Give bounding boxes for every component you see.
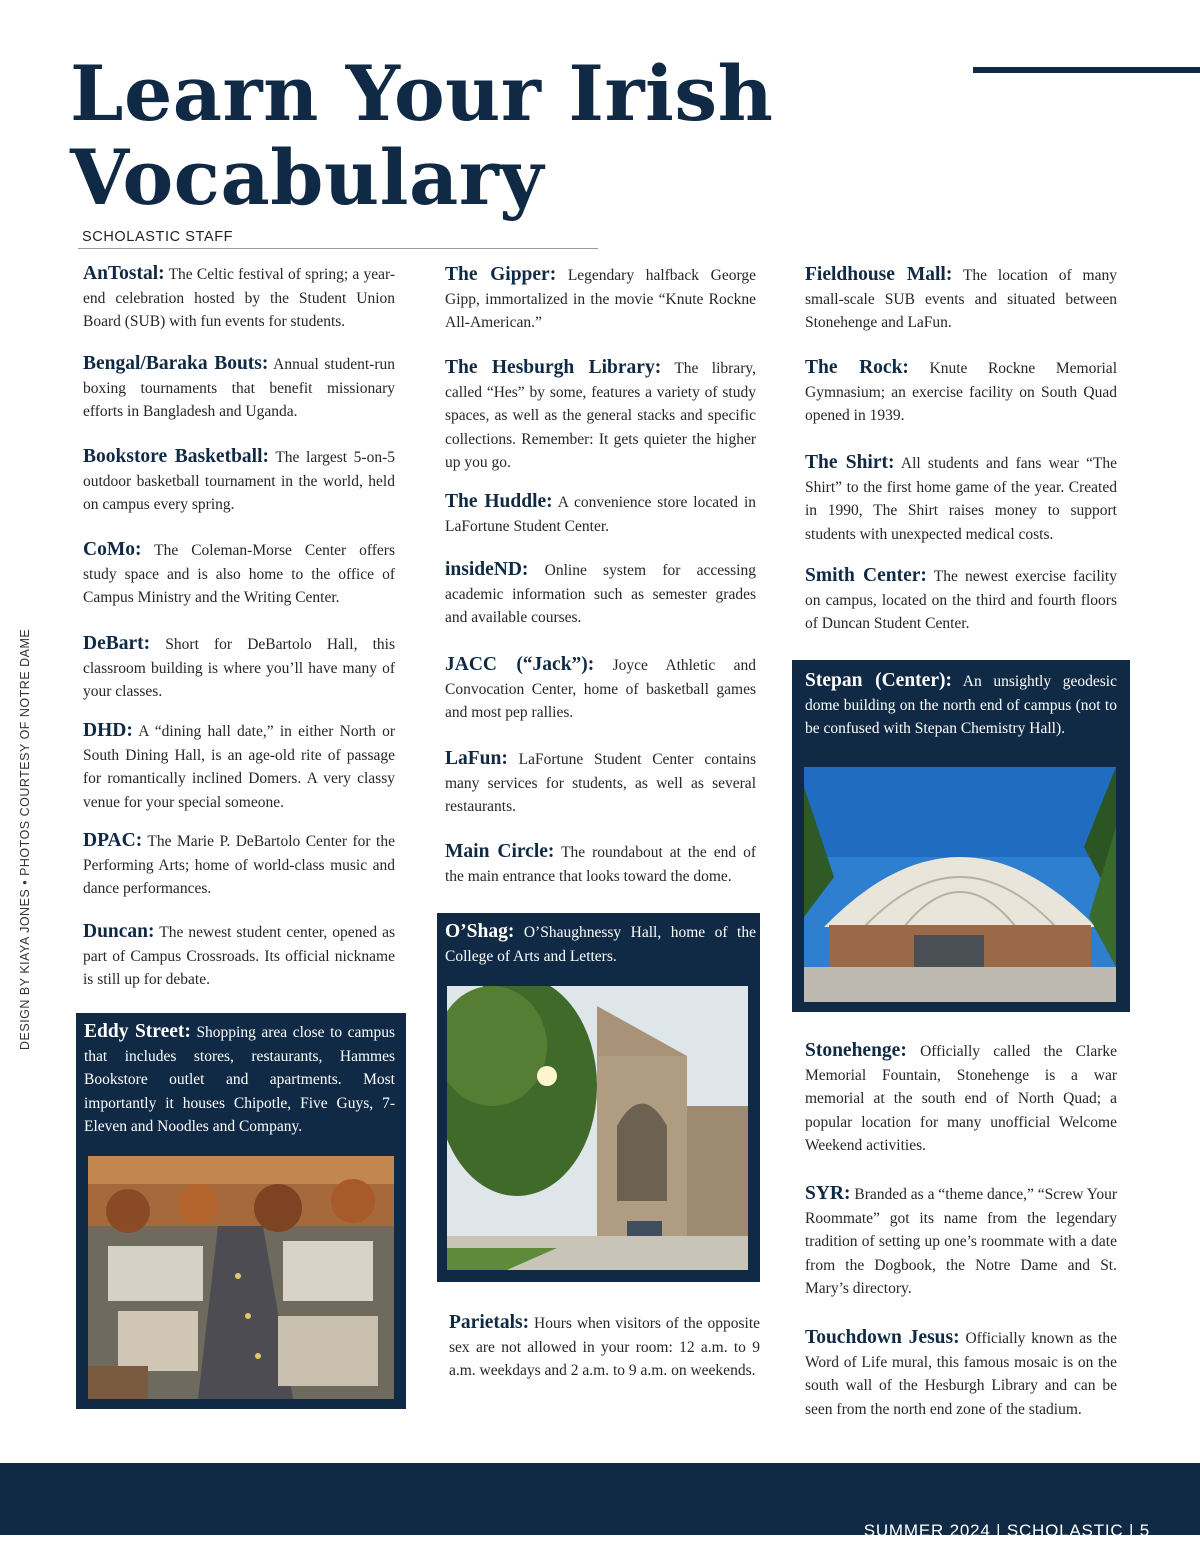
definition: Branded as a “theme dance,” “Screw Your Roommate” got its name from the legendary tradition of setting up one’s roommate with a date from the Dogbook, the Notre Dame and St. Mary’s directory. [805, 1186, 1117, 1297]
entry-stepan-center [805, 669, 1117, 741]
definition: Knute Rockne Memorial Gymnasium; an exercise facility on South Quad opened in 1939. [805, 360, 1117, 424]
term: Parietals: [449, 1312, 530, 1333]
term: Duncan: [83, 921, 155, 942]
definition: Officially known as the Word of Life mural, this famous mosaic is on the south wall of the Hesburgh Library and can be seen from the north end zone of the stadium. [805, 1330, 1117, 1418]
term: O’Shag: [445, 921, 515, 942]
term: The Huddle: [445, 491, 553, 512]
entry-jacc [445, 653, 756, 725]
entry-smith-center [805, 564, 1117, 636]
entry-hesburgh-library [445, 356, 756, 475]
definition: O’Shaughnessy Hall, home of the College of Arts and Letters. [445, 924, 756, 965]
definition: The roundabout at the end of the main entrance that looks toward the dome. [445, 844, 756, 885]
definition: The newest student center, opened as part of Campus Crossroads. Its official nickname is still up for debate. [83, 924, 395, 988]
term: DHD: [83, 720, 133, 741]
term: The Gipper: [445, 264, 557, 285]
header-rule [973, 67, 1200, 73]
definition: All students and fans wear “The Shirt” to the first home game of the year. Created in 1990, The Shirt raises money to support students with unexpected medical costs. [805, 455, 1117, 543]
entry-stonehenge [805, 1039, 1117, 1158]
term: insideND: [445, 559, 529, 580]
entry-lafun [445, 747, 756, 819]
entry-bengal-bouts [83, 352, 395, 424]
entry-eddy-street [84, 1020, 395, 1139]
term: Bookstore Basketball: [83, 446, 270, 467]
entry-the-huddle [445, 490, 756, 538]
term: DeBart: [83, 633, 151, 654]
term: The Hesburgh Library: [445, 357, 662, 378]
byline-divider [78, 248, 598, 249]
term: AnTostal: [83, 263, 165, 284]
definition: A convenience store located in LaFortune Student Center. [445, 494, 757, 535]
definition: Online system for accessing academic information such as semester grades and available courses. [445, 562, 756, 626]
entry-duncan [83, 920, 395, 992]
definition: The Marie P. DeBartolo Center for the Performing Arts; home of world-class music and dance performances. [83, 833, 395, 897]
term: Touchdown Jesus: [805, 1327, 960, 1348]
definition: Hours when visitors of the opposite sex are not allowed in your room: 12 a.m. to 9 a.m. weekdays and 2 a.m. to 9 a.m. on weekends. [449, 1315, 761, 1379]
entry-dhd [83, 719, 395, 814]
term: The Shirt: [805, 452, 895, 473]
entry-touchdown-jesus [805, 1326, 1117, 1421]
term: Eddy Street: [84, 1021, 191, 1042]
eddy-street-box [76, 1013, 406, 1409]
entry-como [83, 538, 395, 610]
definition: The largest 5-on-5 outdoor basketball tournament in the world, held on campus every spring. [83, 449, 395, 513]
title-line-2: Vocabulary [70, 133, 544, 222]
term: Fieldhouse Mall: [805, 264, 953, 285]
definition: Officially called the Clarke Memorial Fountain, Stonehenge is a war memorial at the south end of North Quad; a popular location for many unofficial Welcome Weekend activities. [805, 1043, 1117, 1154]
entry-main-circle [445, 840, 756, 888]
oshag-box [437, 913, 760, 1282]
oshaughnessy-hall-photo [447, 986, 748, 1270]
entry-the-gipper [445, 263, 756, 335]
definition: Legendary halfback George Gipp, immortalized in the movie “Knute Rockne All-American.” [445, 267, 756, 331]
byline: SCHOLASTIC STAFF [82, 229, 234, 245]
term: Bengal/Baraka Bouts: [83, 353, 269, 374]
definition: A “dining hall date,” in either North or South Dining Hall, is an age-old rite of passage for romantically inclined Domers. A very classy venue for your special someone. [83, 723, 395, 811]
footer-text: SUMMER 2024 | SCHOLASTIC | 5 [863, 1521, 1150, 1540]
term: JACC (“Jack”): [445, 654, 595, 675]
entry-antostal [83, 262, 395, 334]
stepan-center-box [792, 660, 1130, 1012]
entry-fieldhouse-mall [805, 263, 1117, 335]
side-credit: DESIGN BY KIAYA JONES • PHOTOS COURTESY OF NOTRE DAME [18, 628, 32, 1050]
entry-parietals [449, 1311, 760, 1383]
definition: Annual student-run boxing tournaments that benefit missionary efforts in Bangladesh and Uganda. [83, 356, 395, 420]
definition: Short for DeBartolo Hall, this classroom building is where you’ll have many of your classes. [83, 636, 396, 700]
definition: The Coleman-Morse Center offers study space and is also home to the office of Campus Ministry and the Writing Center. [83, 542, 395, 606]
entry-the-shirt [805, 451, 1117, 546]
term: DPAC: [83, 830, 143, 851]
definition: The location of many small-scale SUB events and situated between Stonehenge and LaFun. [805, 267, 1117, 331]
term: Main Circle: [445, 841, 555, 862]
eddy-street-aerial-photo [88, 1156, 394, 1399]
definition: LaFortune Student Center contains many services for students, as well as several restaurants. [445, 751, 756, 815]
definition: The newest exercise facility on campus, located on the third and fourth floors of Duncan Student Center. [805, 568, 1117, 632]
stepan-center-photo [804, 767, 1116, 1002]
term: Stonehenge: [805, 1040, 907, 1061]
entry-the-rock [805, 356, 1117, 428]
definition: Shopping area close to campus that includes stores, restaurants, Hammes Bookstore outlet and apartments. Most importantly it houses Chipotle, Five Guys, 7-Eleven and Noodles and Company. [84, 1024, 395, 1135]
definition: An unsightly geodesic dome building on the north end of campus (not to be confused with Stepan Chemistry Hall). [805, 673, 1117, 737]
entry-bookstore-basketball [83, 445, 395, 517]
term: CoMo: [83, 539, 142, 560]
term: LaFun: [445, 748, 508, 769]
page-title [70, 49, 774, 222]
definition: The Celtic festival of spring; a year-end celebration hosted by the Student Union Board (SUB) with fun events for students. [83, 266, 395, 330]
entry-syr [805, 1182, 1117, 1301]
entry-oshag [445, 920, 756, 968]
term: The Rock: [805, 357, 909, 378]
term: Stepan (Center): [805, 670, 952, 691]
term: SYR: [805, 1183, 851, 1204]
term: Smith Center: [805, 565, 927, 586]
definition: Joyce Athletic and Convocation Center, home of basketball games and most pep rallies. [445, 657, 757, 721]
definition: The library, called “Hes” by some, features a variety of study spaces, as well as the general stacks and specific collections. Remember: It gets quieter the higher up you go. [445, 360, 756, 471]
title-line-1: Learn Your Irish [70, 49, 774, 138]
entry-debart [83, 632, 395, 704]
entry-insidend [445, 558, 756, 630]
entry-dpac [83, 829, 395, 901]
